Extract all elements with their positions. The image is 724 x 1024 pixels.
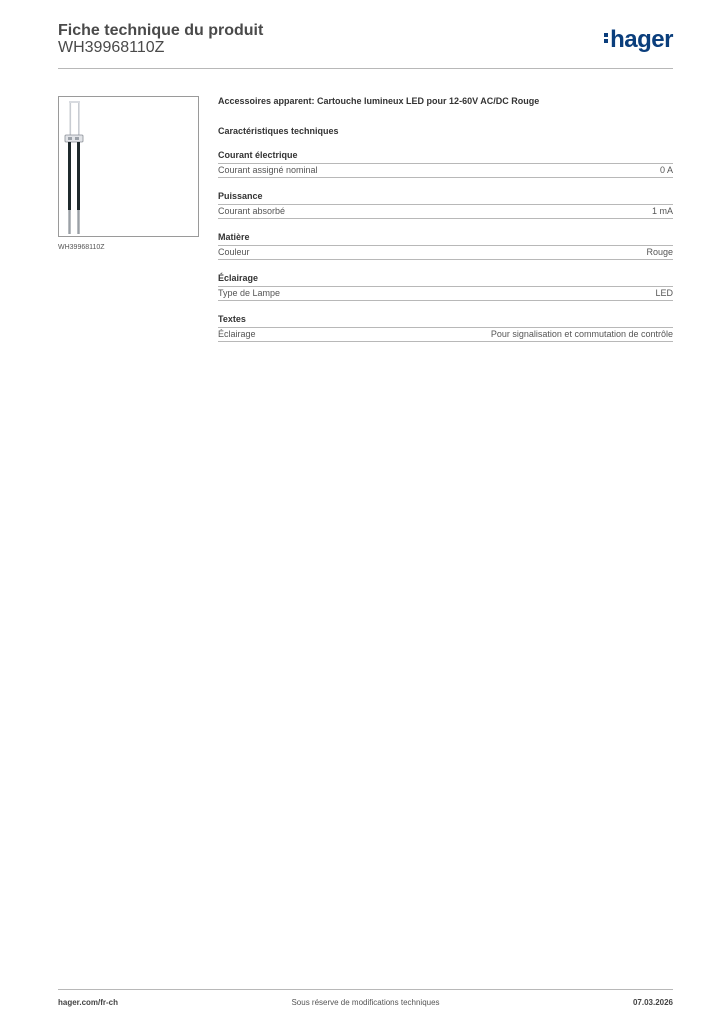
- footer-website-link[interactable]: hager.com/fr-ch: [58, 998, 119, 1007]
- product-image-frame: [58, 96, 199, 237]
- spec-label: Couleur: [218, 247, 250, 257]
- spec-group-courant: [218, 150, 673, 178]
- group-title: Matière: [218, 232, 673, 246]
- spec-groups: [218, 150, 673, 342]
- header-divider: [58, 68, 673, 69]
- spec-label: Type de Lampe: [218, 288, 281, 298]
- spec-label: Courant absorbé: [218, 206, 286, 216]
- spec-group-puissance: [218, 191, 673, 219]
- product-image-caption: WH39968110Z: [58, 244, 105, 251]
- product-reference: WH39968110Z: [58, 39, 165, 56]
- spec-value: Rouge: [646, 247, 673, 257]
- spec-value: LED: [655, 288, 673, 298]
- spec-row: [218, 164, 673, 178]
- group-title: Textes: [218, 314, 673, 328]
- group-title: Courant électrique: [218, 150, 673, 164]
- spec-label: Éclairage: [218, 329, 256, 339]
- spec-label: Courant assigné nominal: [218, 165, 318, 175]
- led-cartridge-image: [59, 97, 198, 236]
- spec-value: Pour signalisation et commutation de contrôle: [490, 329, 673, 339]
- spec-value: 1 mA: [651, 206, 673, 216]
- footer-date: 07.03.2026: [632, 998, 673, 1007]
- group-title: Éclairage: [218, 273, 673, 287]
- spec-group-textes: [218, 314, 673, 342]
- page-title: Fiche technique du produit: [58, 22, 264, 39]
- logo-text: hager: [610, 26, 673, 53]
- page-header: [58, 20, 673, 70]
- spec-group-matiere: [218, 232, 673, 260]
- group-title: Puissance: [218, 191, 673, 205]
- hager-logo[interactable]: [604, 26, 673, 54]
- footer-divider: [58, 989, 673, 990]
- section-title: Caractéristiques techniques: [218, 126, 339, 136]
- spec-content: [218, 92, 673, 342]
- spec-row: [218, 287, 673, 301]
- product-name: Accessoires apparent: Cartouche lumineux LED pour 12-60V AC/DC Rouge: [218, 96, 540, 106]
- spec-row: [218, 205, 673, 219]
- spec-row: [218, 246, 673, 260]
- spec-row: [218, 328, 673, 342]
- footer-disclaimer: Sous réserve de modifications techniques: [291, 998, 440, 1007]
- spec-value: 0 A: [659, 165, 673, 175]
- logo-dots-icon: [604, 31, 608, 45]
- spec-group-eclairage: [218, 273, 673, 301]
